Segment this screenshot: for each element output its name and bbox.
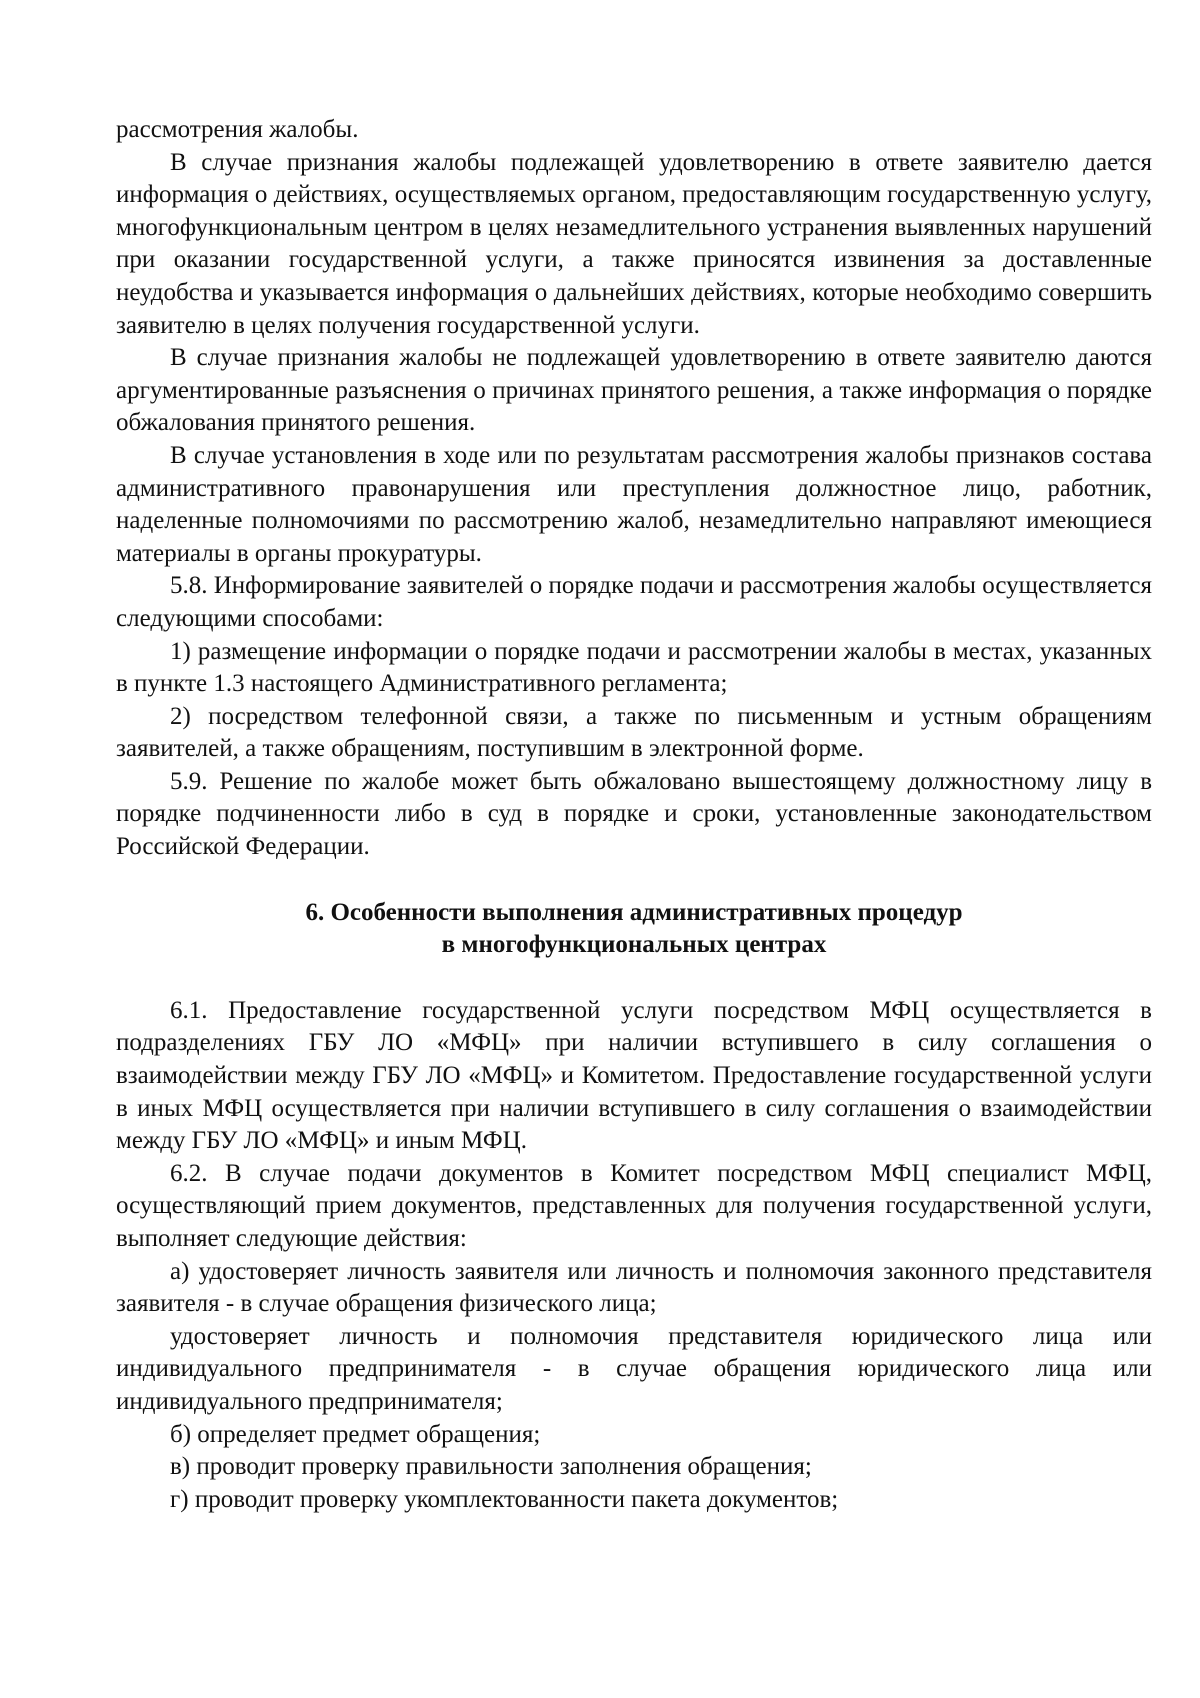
- list-item: 2) посредством телефонной связи, а также по письменным и устным обращениям заявителей, а также обращениям, поступившим в электронной форме.: [116, 702, 1152, 763]
- paragraph: 5.9. Решение по жалобе может быть обжаловано вышестоящему должностному лицу в порядке подчиненности либо в суд в порядке и сроки, установленные законодательством Российской Федерации.: [116, 767, 1152, 861]
- paragraph: 5.8. Информирование заявителей о порядке подачи и рассмотрения жалобы осуществляется следующими способами:: [116, 572, 1152, 632]
- document-body: [116, 114, 1152, 1516]
- list-item: в) проводит проверку правильности заполнения обращения;: [170, 1453, 812, 1481]
- list-item: г) проводит проверку укомплектованности пакета документов;: [170, 1485, 839, 1513]
- paragraph: 6.1. Предоставление государственной услуги посредством МФЦ осуществляется в подразделениях ГБУ ЛО «МФЦ» при наличии вступившего в силу соглашения о взаимодействии между ГБУ ЛО «МФЦ» и Комитетом. Предоставление государственной услуги в иных МФЦ осуществляется при наличии вступившего в силу соглашения о взаимодействии между ГБУ ЛО «МФЦ» и иным МФЦ.: [116, 996, 1152, 1155]
- section-heading: [116, 897, 1152, 962]
- list-item: 1) размещение информации о порядке подачи и рассмотрении жалобы в местах, указанных в пункте 1.3 настоящего Административного регламента;: [116, 637, 1152, 698]
- section-heading-line: в многофункциональных центрах: [441, 931, 827, 959]
- list-item: б) определяет предмет обращения;: [170, 1420, 541, 1448]
- paragraph: В случае признания жалобы не подлежащей удовлетворению в ответе заявителю даются аргументированные разъяснения о причинах принятого решения, а также информация о порядке обжалования принятого решения.: [116, 344, 1152, 437]
- paragraph: 6.2. В случае подачи документов в Комитет посредством МФЦ специалист МФЦ, осуществляющий прием документов, представленных для получения государственной услуги, выполняет следующие действия:: [116, 1159, 1152, 1252]
- paragraph: удостоверяет личность и полномочия представителя юридического лица или индивидуального предпринимателя - в случае обращения юридического лица или индивидуального предпринимателя;: [116, 1322, 1152, 1415]
- list-item: а) удостоверяет личность заявителя или личность и полномочия законного представителя заявителя - в случае обращения физического лица;: [116, 1257, 1152, 1318]
- paragraph: В случае признания жалобы подлежащей удовлетворению в ответе заявителю дается информация о действиях, осуществляемых органом, предоставляющим государственную услугу, многофункциональным центром в целях незамедлительного устранения выявленных нарушений при оказании государственной услуги, а также приносятся извинения за доставленные неудобства и указывается информация о дальнейших действиях, которые необходимо совершить заявителю в целях получения государственной услуги.: [116, 148, 1152, 339]
- paragraph: рассмотрения жалобы.: [116, 116, 359, 143]
- section-heading-line: 6. Особенности выполнения административных процедур: [305, 898, 963, 926]
- paragraph: В случае установления в ходе или по результатам рассмотрения жалобы признаков состава административного правонарушения или преступления должностное лицо, работник, наделенные полномочиями по рассмотрению жалоб, незамедлительно направляют имеющиеся материалы в органы прокуратуры.: [116, 441, 1152, 567]
